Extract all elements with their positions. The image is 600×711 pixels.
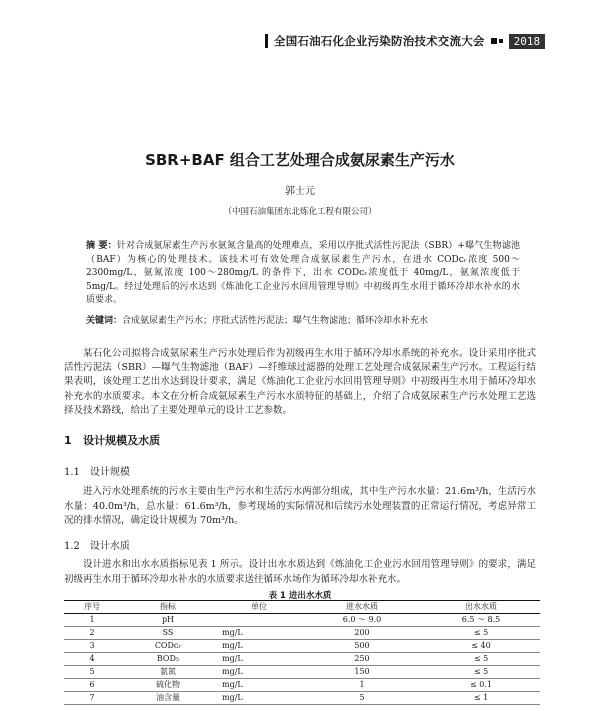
table-cell: 1	[302, 679, 422, 692]
table-cell: mg/L	[216, 640, 302, 653]
table-cell: 3	[64, 640, 120, 653]
table-row	[64, 640, 540, 653]
table-cell: 5	[302, 692, 422, 705]
table-cell: 2	[64, 627, 120, 640]
table-header-row	[64, 601, 540, 614]
table-cell	[216, 614, 302, 627]
table-cell: 油含量	[120, 692, 216, 705]
table-row	[64, 614, 540, 627]
table-cell: mg/L	[216, 666, 302, 679]
table-cell: ≤ 5	[422, 627, 540, 640]
page-header	[265, 30, 585, 52]
abstract-text: 针对合成氨尿素生产污水氨氮含量高的处理难点，采用以序批式活性污泥法（SBR）+曝气生物滤池（BAF）为核心的处理技术。该技术可有效处理合成氨尿素生产污水，在进水 CODᴄᵣ浓度 500～2300mg/L、氨氮浓度 100～280mg/L 的条件下，出水 CODᴄᵣ浓度低于 40mg/L，氨氮浓度低于 5mg/L。经过处理后的污水达到《炼油化工企业污水回用管理导则》中初级再生水用于循环冷却水补水的水质要求。	[86, 241, 520, 305]
table-cell: 6.0 ～ 9.0	[302, 614, 422, 627]
section-heading-1	[64, 432, 160, 448]
table-cell: SS	[120, 627, 216, 640]
table-cell: 500	[302, 640, 422, 653]
table-cell: BOD₅	[120, 653, 216, 666]
paper-title: SBR+BAF 组合工艺处理合成氨尿素生产污水	[145, 151, 455, 169]
table-cell: 硫化物	[120, 679, 216, 692]
header-title: 全国石油石化企业污染防治技术交流大会	[274, 34, 485, 48]
water-quality-table	[64, 600, 540, 705]
subsection-1-2-paragraph: 设计进水和出水水质指标见表 1 所示。设计出水水质达到《炼油化工企业污水回用管理导则》的要求，满足初级再生水用于循环冷却水补水的水质要求送往循环水场作为循环冷却水补充水。	[64, 559, 536, 585]
table-cell: ≤ 5	[422, 653, 540, 666]
table-header-cell: 出水水质	[422, 601, 540, 614]
section-number: 1	[64, 434, 72, 447]
table-cell: 6	[64, 679, 120, 692]
table-cell: 4	[64, 653, 120, 666]
table-cell: 6.5 ～ 8.5	[422, 614, 540, 627]
table-cell: mg/L	[216, 627, 302, 640]
table-cell: 200	[302, 627, 422, 640]
table-row	[64, 692, 540, 705]
table-cell: mg/L	[216, 692, 302, 705]
table-cell: ≤ 0.1	[422, 679, 540, 692]
abstract	[86, 240, 520, 308]
subsection-1-1-paragraph: 进入污水处理系统的污水主要由生产污水和生活污水两部分组成，其中生产污水水量：21.6m³/h，生活污水水量：40.0m³/h，总水量：61.6m³/h，参考现场的实际情况和后续污水处理装置的正常运行情况，考虑异常工况的排水情况，确定设计规模为 70m³/h。	[64, 486, 536, 526]
abstract-label: 摘 要：	[86, 241, 117, 251]
section-title: 设计规模及水质	[83, 434, 161, 447]
affiliation: （中国石油集团东北炼化工程有限公司）	[223, 207, 377, 217]
table-cell: 150	[302, 666, 422, 679]
table-cell: 5	[64, 666, 120, 679]
table-cell: 氨氮	[120, 666, 216, 679]
table-header-cell: 进水水质	[302, 601, 422, 614]
table-cell: 250	[302, 653, 422, 666]
table-cell: mg/L	[216, 653, 302, 666]
subsection-title: 设计水质	[89, 541, 130, 552]
table-cell: 7	[64, 692, 120, 705]
table-cell: pH	[120, 614, 216, 627]
intro-paragraph: 某石化公司拟将合成氨尿素生产污水处理后作为初级再生水用于循环冷却水系统的补充水。设计采用序批式活性污泥法（SBR）—曝气生物滤池（BAF）—纤维球过滤器的处理工艺处理合成氨尿素生产污水。工程运行结果表明，该处理工艺出水达到设计要求，满足《炼油化工企业污水回用管理导则》中初级再生水用于循环冷却水补充水的水质要求。本文在分析合成氨尿素生产污水水质特征的基础上，介绍了合成氨尿素生产污水处理工艺选择及技术路线，给出了主要处理单元的设计工艺参数。	[64, 348, 536, 416]
table-cell: ≤ 1	[422, 692, 540, 705]
keywords-label: 关键词：	[86, 316, 123, 326]
table-row	[64, 627, 540, 640]
table-cell: ≤ 40	[422, 640, 540, 653]
header-square-decoration-small	[499, 39, 503, 43]
table-header-cell: 序号	[64, 601, 120, 614]
keywords	[86, 315, 520, 328]
subsection-title: 设计规模	[89, 467, 130, 478]
keywords-text: 合成氨尿素生产污水；序批式活性污泥法；曝气生物滤池；循环冷却水补充水	[122, 316, 429, 326]
table-header-cell: 指标	[120, 601, 216, 614]
subsection-heading-1-1	[64, 463, 130, 478]
subsection-heading-1-2	[64, 537, 130, 552]
table-cell: mg/L	[216, 679, 302, 692]
table-caption: 表 1 进出水水质	[268, 591, 332, 601]
table-cell: ≤ 5	[422, 666, 540, 679]
table-header-cell: 单位	[216, 601, 302, 614]
subsection-number: 1.2	[64, 541, 80, 552]
header-year: 2018	[509, 34, 546, 49]
table-row	[64, 653, 540, 666]
header-square-decoration	[491, 38, 497, 44]
subsection-number: 1.1	[64, 467, 80, 478]
author: 郭士元	[285, 186, 315, 197]
table-row	[64, 666, 540, 679]
table-row	[64, 679, 540, 692]
table-cell: CODᴄᵣ	[120, 640, 216, 653]
header-bar	[265, 34, 268, 48]
table-cell: 1	[64, 614, 120, 627]
